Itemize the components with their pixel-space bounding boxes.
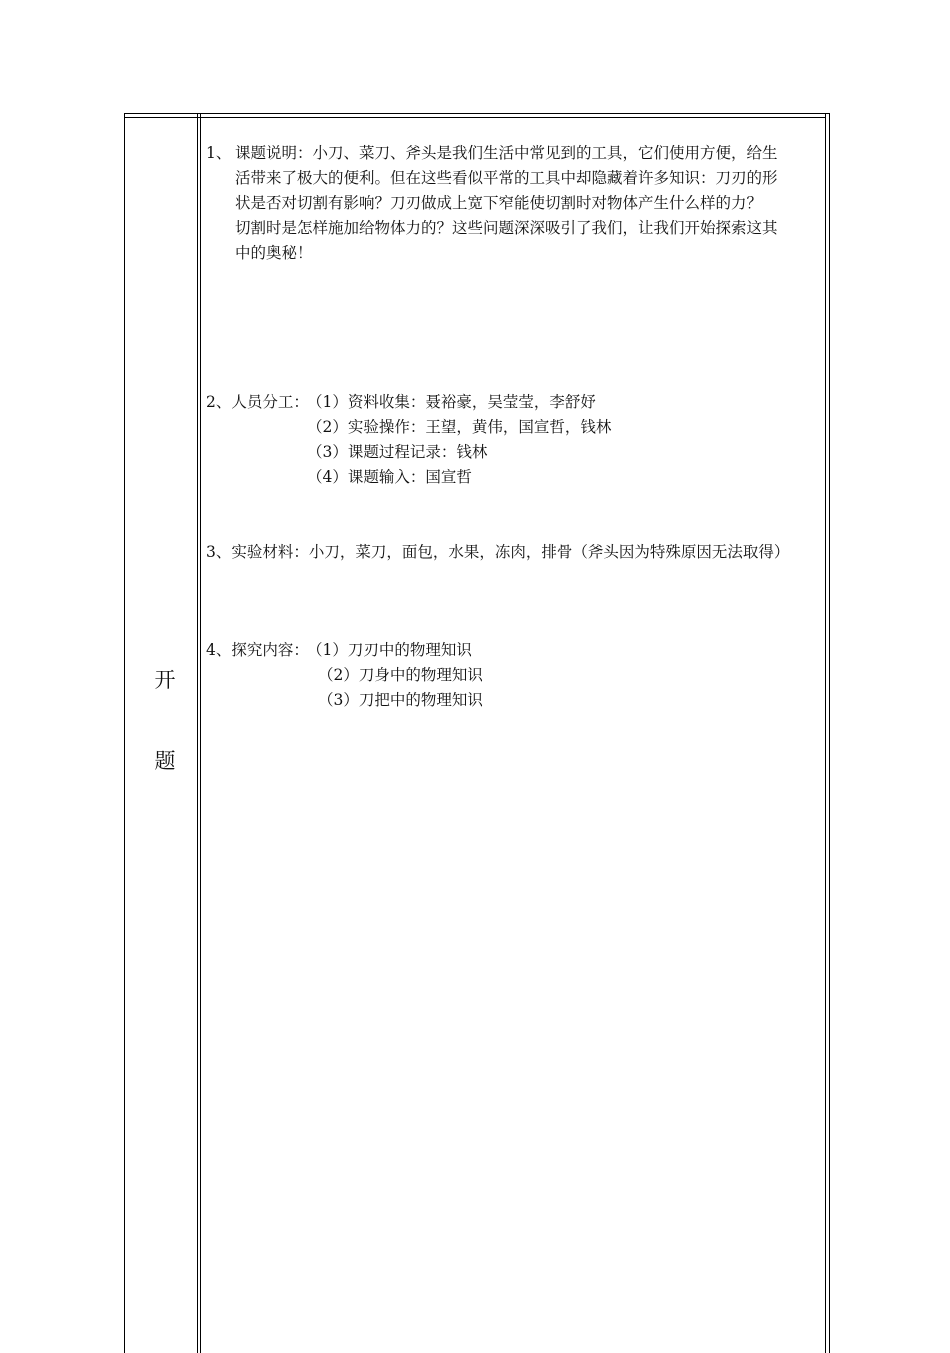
section2-heading: 2、人员分工： [206,393,309,411]
section1-line-5: 中的奥秘！ [235,244,313,262]
section1-line-4: 切割时是怎样施加给物体力的？这些问题深深吸引了我们，让我们开始探索这其 [235,219,778,237]
section1-line-1: 课题说明：小刀、菜刀、斧头是我们生活中常见到的工具，它们使用方便，给生 [235,144,778,162]
table-inner-right-border [825,114,826,1353]
side-label-char-2: 题 [154,749,176,773]
label-column-divider [197,114,198,1353]
section2-item-4: （4）课题输入：国宣哲 [307,468,472,486]
section3-text: 3、实验材料：小刀，菜刀，面包，水果，冻肉，排骨（斧头因为特殊原因无法取得） [206,543,790,561]
section4-item-1: （1）刀刃中的物理知识 [307,641,472,659]
section4-item-2: （2）刀身中的物理知识 [318,666,483,684]
label-column-divider-inner [200,114,201,1353]
section4-heading: 4、探究内容： [206,641,309,659]
section1-line-3: 状是否对切割有影响？刀刃做成上宽下窄能使切割时对物体产生什么样的力？ [235,194,763,212]
table-inner-top-border [125,117,826,118]
section2-item-3: （3）课题过程记录：钱林 [307,443,488,461]
section1-number: 1、 [206,144,232,162]
section2-item-2: （2）实验操作：王望，黄伟，国宣哲，钱林 [307,418,612,436]
section4-item-3: （3）刀把中的物理知识 [318,691,483,709]
section2-item-1: （1）资料收集：聂裕豪，吴莹莹，李舒妤 [307,393,596,411]
side-label-char-1: 开 [154,668,176,692]
section1-line-2: 活带来了极大的便利。但在这些看似平常的工具中却隐藏着许多知识：刀刃的形 [235,169,778,187]
form-table-frame [124,113,830,1353]
